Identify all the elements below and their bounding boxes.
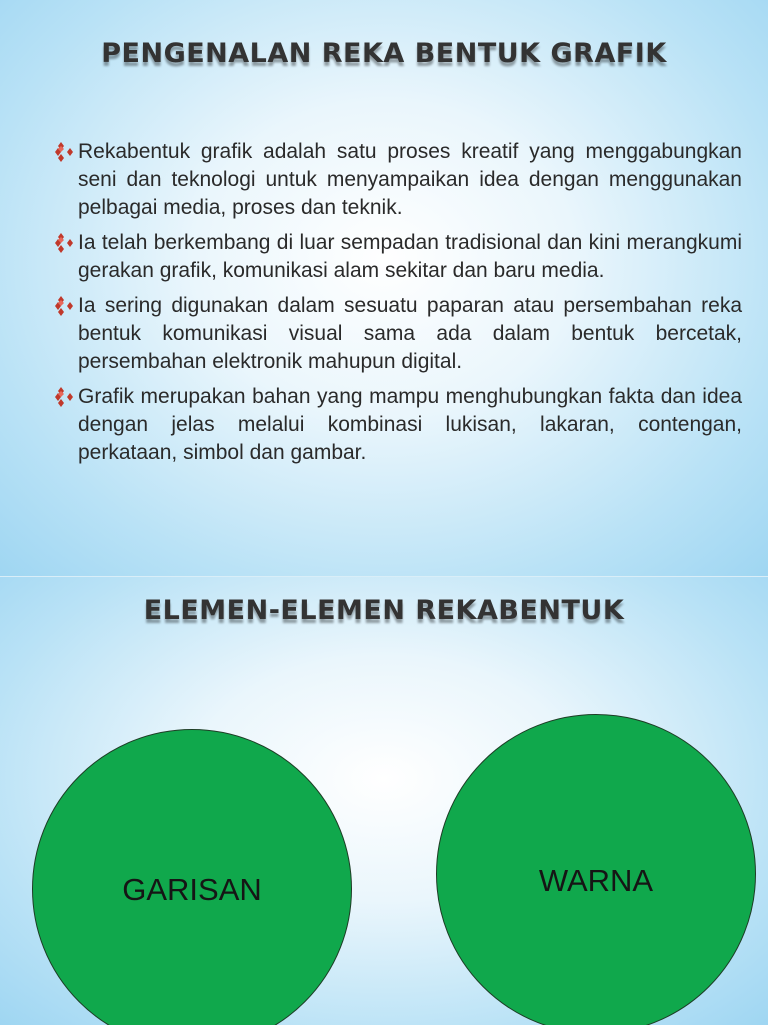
list-item — [52, 138, 742, 222]
circle-garisan — [32, 729, 352, 1025]
slide-elements — [0, 576, 768, 1025]
circle-label: WARNA — [538, 863, 654, 898]
diamond-bullet-icon — [52, 233, 76, 253]
bullet-text: Ia telah berkembang di luar sempadan tradisional dan kini merangkumi gerakan grafik, komunikasi alam sekitar dan baru media. — [78, 231, 742, 282]
diamond-bullet-icon — [52, 387, 76, 407]
list-item — [52, 292, 742, 376]
slide-title: PENGENALAN REKA BENTUK GRAFIK — [101, 38, 667, 69]
bullet-text: Rekabentuk grafik adalah satu proses kreatif yang menggabungkan seni dan teknologi untuk menyampaikan idea dengan menggunakan pelbagai media, proses dan teknik. — [78, 140, 742, 219]
diamond-bullet-icon — [52, 142, 76, 162]
list-item — [52, 229, 742, 285]
slide-title: ELEMEN-ELEMEN REKABENTUK — [143, 595, 625, 626]
bullet-text: Ia sering digunakan dalam sesuatu paparan atau persembahan reka bentuk komunikasi visual sama ada dalam bentuk bercetak, persembahan elektronik mahupun digital. — [78, 294, 742, 373]
circle-warna — [436, 714, 756, 1025]
bullet-list — [52, 138, 742, 474]
diamond-bullet-icon — [52, 296, 76, 316]
circle-label: GARISAN — [122, 872, 262, 907]
bullet-text: Grafik merupakan bahan yang mampu menghubungkan fakta dan idea dengan jelas melalui kombinasi lukisan, lakaran, contengan, perkataan, simbol dan gambar. — [78, 385, 742, 464]
list-item — [52, 383, 742, 467]
